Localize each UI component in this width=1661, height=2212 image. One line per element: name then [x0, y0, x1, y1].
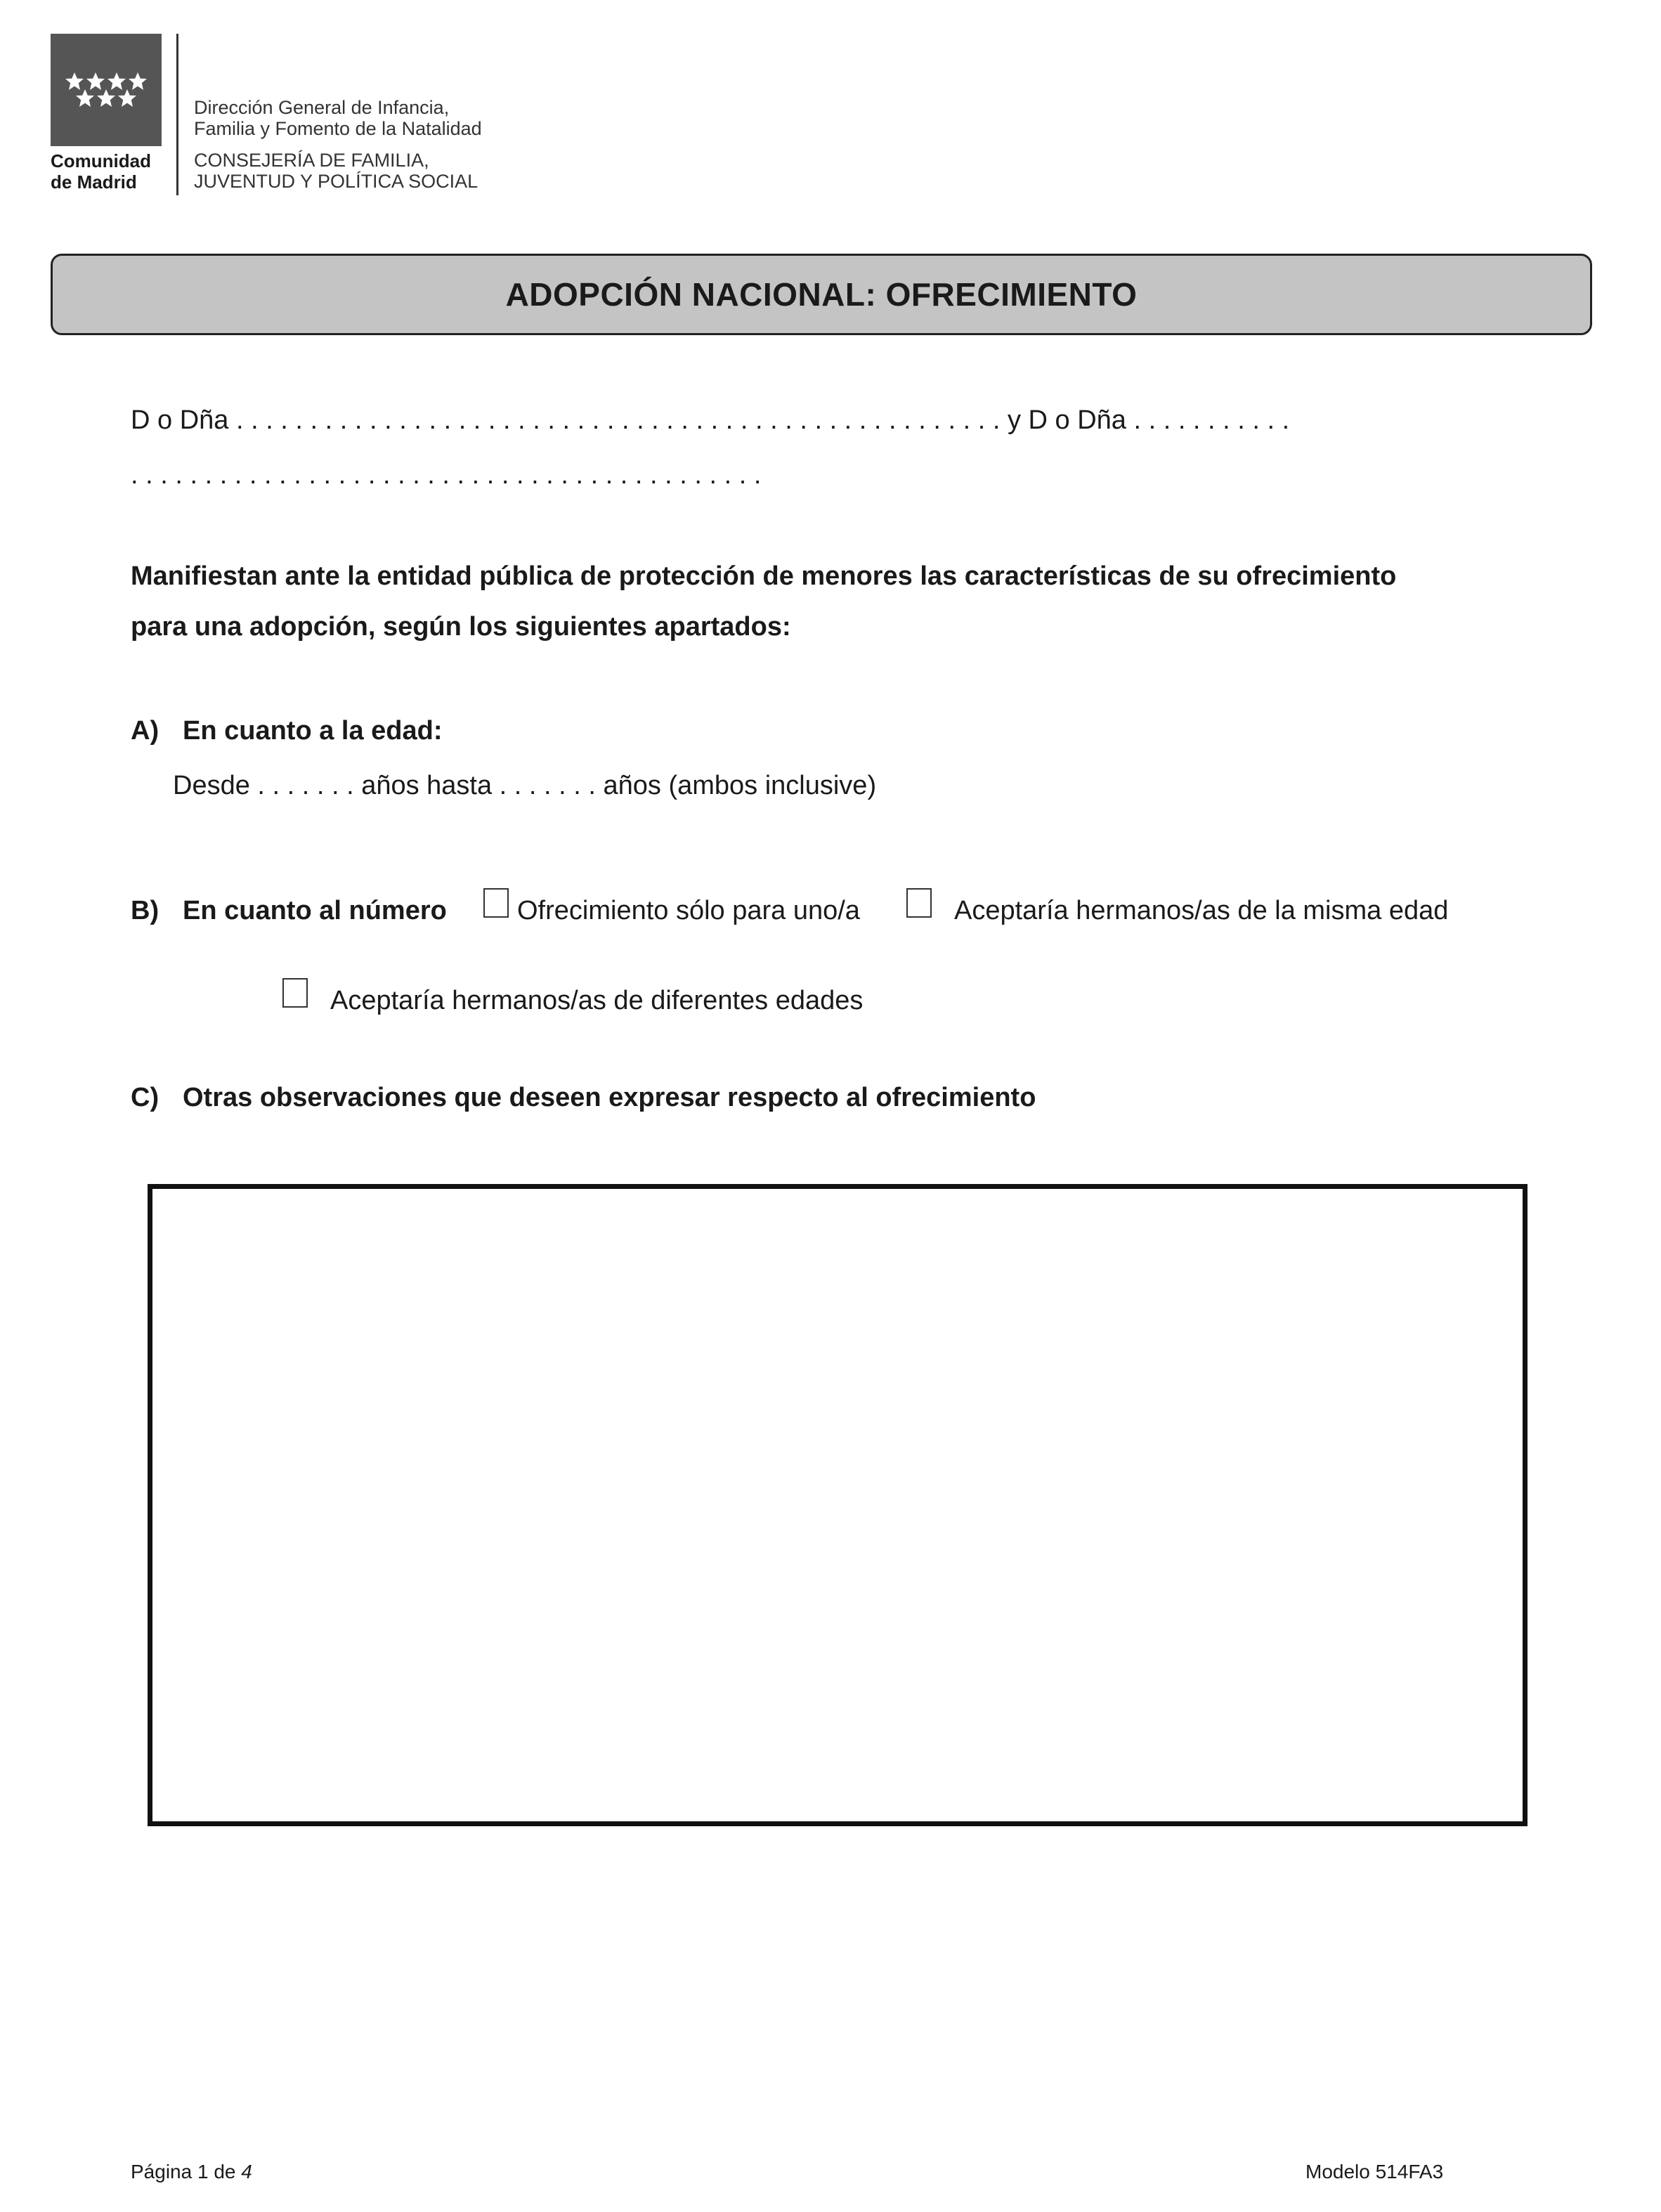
option-siblings-different-ages-label: Aceptaría hermanos/as de diferentes edades: [330, 986, 864, 1015]
logo-line-2: de Madrid: [51, 171, 137, 193]
page-title: ADOPCIÓN NACIONAL: OFRECIMIENTO: [505, 276, 1138, 313]
checkbox-only-one[interactable]: [483, 888, 509, 918]
page-total: 4: [241, 2161, 252, 2182]
option-only-one-label: Ofrecimiento sólo para uno/a: [517, 896, 860, 925]
applicants-line-2[interactable]: . . . . . . . . . . . . . . . . . . . . . . . . . . . . . . . . . . . . . . . . . . .: [131, 460, 762, 490]
section-c-heading: Otras observaciones que deseen expresar respecto al ofrecimiento: [183, 1083, 1036, 1112]
consejeria-name: [194, 150, 478, 192]
consejeria-line-1: CONSEJERÍA DE FAMILIA,: [194, 150, 429, 171]
checkbox-siblings-different-ages[interactable]: [282, 978, 308, 1008]
model-code: Modelo 514FA3: [1305, 2161, 1444, 2182]
observations-textarea[interactable]: [148, 1184, 1528, 1826]
logo-line-1: Comunidad: [51, 150, 151, 171]
page-number: [131, 2160, 252, 2184]
section-b-heading: En cuanto al número: [183, 896, 447, 925]
header-divider: [176, 34, 178, 195]
applicants-line-1[interactable]: D o Dña . . . . . . . . . . . . . . . . . . . . . . . . . . . . . . . . . . . . . . . . . . . . . . . . . . . . y D o Dña . . . . . . . . . . .: [131, 405, 1290, 435]
age-range-field[interactable]: Desde . . . . . . . años hasta . . . . . . . años (ambos inclusive): [173, 771, 877, 800]
department-line-1: Dirección General de Infancia,: [194, 97, 450, 118]
intro-line-1: Manifiestan ante la entidad pública de protección de menores las características de su ofrecimiento: [131, 561, 1397, 591]
option-siblings-same-age-label: Aceptaría hermanos/as de la misma edad: [954, 896, 1449, 925]
checkbox-siblings-same-age[interactable]: [906, 888, 932, 918]
section-c-letter: C): [131, 1083, 159, 1112]
section-b-letter: B): [131, 896, 159, 925]
consejeria-line-2: JUVENTUD Y POLÍTICA SOCIAL: [194, 171, 478, 192]
department-line-2: Familia y Fomento de la Natalidad: [194, 118, 482, 139]
section-a-heading: En cuanto a la edad:: [183, 716, 443, 746]
logo-stars-icon: [51, 34, 162, 111]
intro-line-2: para una adopción, según los siguientes apartados:: [131, 612, 791, 642]
section-a-letter: A): [131, 716, 159, 746]
logo-wordmark: [51, 150, 151, 193]
page-number-prefix: Página 1 de: [131, 2161, 242, 2182]
title-box: [51, 254, 1592, 335]
department-name: [194, 97, 482, 139]
